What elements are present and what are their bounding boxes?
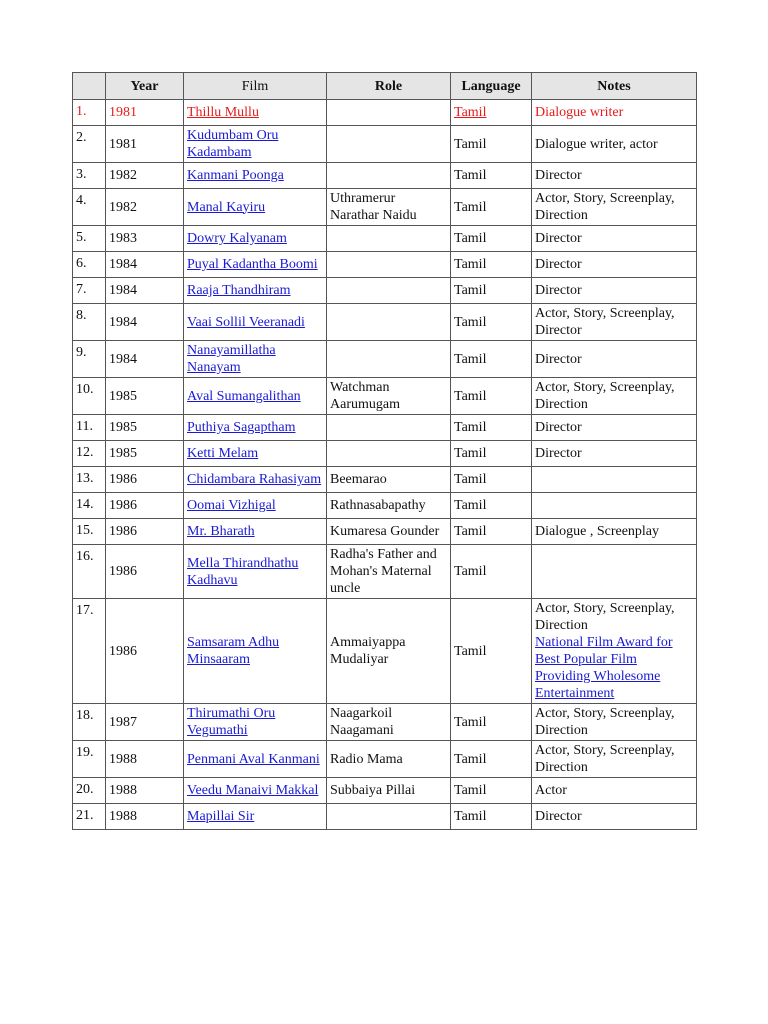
notes-text: Actor — [535, 783, 567, 798]
table-row — [73, 341, 697, 378]
row-film — [184, 126, 327, 163]
row-role: Uthramerur Narathar Naidu — [327, 189, 451, 226]
row-notes — [532, 519, 697, 545]
film-link[interactable]: Dowry Kalyanam — [187, 231, 287, 246]
row-number: 1. — [73, 100, 106, 126]
notes-award-link[interactable]: National Film Award for Best Popular Film Providing Wholesome Entertainment — [535, 635, 673, 701]
notes-text: Actor, Story, Screenplay, Direction — [535, 743, 675, 775]
row-notes — [532, 704, 697, 741]
row-number: 6. — [73, 252, 106, 278]
film-link[interactable]: Kanmani Poonga — [187, 168, 284, 183]
row-role — [327, 226, 451, 252]
row-language — [451, 100, 532, 126]
row-notes — [532, 126, 697, 163]
row-number: 7. — [73, 278, 106, 304]
header-notes: Notes — [532, 73, 697, 100]
row-film — [184, 704, 327, 741]
film-link[interactable]: Thillu Mullu — [187, 105, 259, 120]
row-notes — [532, 100, 697, 126]
row-language: Tamil — [451, 599, 532, 704]
row-film — [184, 378, 327, 415]
row-notes — [532, 441, 697, 467]
notes-text: Actor, Story, Screenplay, Director — [535, 306, 675, 338]
row-notes — [532, 341, 697, 378]
film-link[interactable]: Ketti Melam — [187, 446, 259, 461]
row-language: Tamil — [451, 704, 532, 741]
row-language: Tamil — [451, 441, 532, 467]
row-number: 9. — [73, 341, 106, 378]
row-film — [184, 599, 327, 704]
row-role — [327, 804, 451, 830]
row-language: Tamil — [451, 163, 532, 189]
row-language: Tamil — [451, 304, 532, 341]
row-number: 3. — [73, 163, 106, 189]
header-role: Role — [327, 73, 451, 100]
row-year: 1985 — [106, 415, 184, 441]
row-year: 1982 — [106, 163, 184, 189]
notes-text: Dialogue writer, actor — [535, 136, 658, 152]
row-year: 1986 — [106, 467, 184, 493]
row-film — [184, 519, 327, 545]
row-role: Kumaresa Gounder — [327, 519, 451, 545]
row-notes — [532, 378, 697, 415]
row-notes — [532, 304, 697, 341]
row-film — [184, 415, 327, 441]
table-row — [73, 467, 697, 493]
table-row — [73, 126, 697, 163]
row-role: Radio Mama — [327, 741, 451, 778]
table-row — [73, 519, 697, 545]
row-film — [184, 341, 327, 378]
row-film — [184, 493, 327, 519]
row-notes — [532, 493, 697, 519]
table-row — [73, 100, 697, 126]
row-year: 1982 — [106, 189, 184, 226]
film-link[interactable]: Penmani Aval Kanmani — [187, 751, 320, 767]
header-year: Year — [106, 73, 184, 100]
film-link[interactable]: Chidambara Rahasiyam — [187, 472, 322, 487]
row-year: 1984 — [106, 341, 184, 378]
notes-text: Actor, Story, Screenplay, Direction — [535, 706, 675, 738]
row-film — [184, 189, 327, 226]
table-row — [73, 252, 697, 278]
row-year: 1981 — [106, 100, 184, 126]
table-row — [73, 163, 697, 189]
row-notes — [532, 415, 697, 441]
film-link[interactable]: Mapillai Sir — [187, 809, 255, 824]
notes-text: Actor, Story, Screenplay, Direction — [535, 191, 675, 223]
row-year: 1986 — [106, 493, 184, 519]
notes-text: Dialogue writer — [535, 105, 624, 120]
notes-text: Actor, Story, Screenplay, Direction — [535, 380, 675, 412]
table-row — [73, 741, 697, 778]
row-language: Tamil — [451, 341, 532, 378]
row-year: 1986 — [106, 545, 184, 599]
row-year: 1986 — [106, 599, 184, 704]
row-language: Tamil — [451, 126, 532, 163]
row-number: 5. — [73, 226, 106, 252]
row-number: 2. — [73, 126, 106, 163]
row-language: Tamil — [451, 519, 532, 545]
row-year: 1987 — [106, 704, 184, 741]
row-year: 1984 — [106, 278, 184, 304]
row-language: Tamil — [451, 415, 532, 441]
row-number: 18. — [73, 704, 106, 741]
film-link[interactable]: Aval Sumangalithan — [187, 388, 301, 404]
filmography-table — [72, 72, 697, 830]
row-notes — [532, 545, 697, 599]
row-year: 1985 — [106, 441, 184, 467]
notes-text: Director — [535, 351, 582, 367]
notes-text: Director — [535, 446, 582, 461]
header-number — [73, 73, 106, 100]
row-notes — [532, 226, 697, 252]
table-row — [73, 304, 697, 341]
row-notes — [532, 189, 697, 226]
row-role: Beemarao — [327, 467, 451, 493]
row-language: Tamil — [451, 804, 532, 830]
row-year: 1988 — [106, 778, 184, 804]
row-film — [184, 467, 327, 493]
row-role — [327, 126, 451, 163]
film-link[interactable]: Oomai Vizhigal — [187, 498, 276, 513]
row-number: 15. — [73, 519, 106, 545]
notes-text: Director — [535, 283, 582, 298]
row-language: Tamil — [451, 226, 532, 252]
row-year: 1984 — [106, 304, 184, 341]
film-link[interactable]: Veedu Manaivi Makkal — [187, 783, 319, 798]
table-row — [73, 226, 697, 252]
row-role: Subbaiya Pillai — [327, 778, 451, 804]
row-language: Tamil — [451, 252, 532, 278]
row-year: 1983 — [106, 226, 184, 252]
row-role — [327, 341, 451, 378]
film-link[interactable]: Mella Thirandhathu Kadhavu — [187, 555, 299, 588]
row-role: Watchman Aarumugam — [327, 378, 451, 415]
row-role: Radha's Father and Mohan's Maternal uncle — [327, 545, 451, 599]
table-row — [73, 778, 697, 804]
row-year: 1985 — [106, 378, 184, 415]
row-number: 21. — [73, 804, 106, 830]
table-row — [73, 415, 697, 441]
row-number: 17. — [73, 599, 106, 704]
row-film — [184, 278, 327, 304]
film-link[interactable]: Puthiya Sagaptham — [187, 420, 296, 435]
row-role: Rathnasabapathy — [327, 493, 451, 519]
row-notes — [532, 778, 697, 804]
film-link[interactable]: Thirumathi Oru Vegumathi — [187, 706, 276, 738]
table-body — [73, 100, 697, 830]
row-role — [327, 441, 451, 467]
row-role — [327, 252, 451, 278]
table-row — [73, 493, 697, 519]
table-row — [73, 704, 697, 741]
film-link[interactable]: Raaja Thandhiram — [187, 283, 291, 298]
row-role — [327, 304, 451, 341]
row-year: 1986 — [106, 519, 184, 545]
row-language: Tamil — [451, 741, 532, 778]
row-film — [184, 545, 327, 599]
row-language: Tamil — [451, 545, 532, 599]
row-film — [184, 804, 327, 830]
notes-text: Director — [535, 168, 582, 183]
row-notes — [532, 278, 697, 304]
language-link[interactable]: Tamil — [454, 105, 487, 120]
table-header-row — [73, 73, 697, 100]
row-role — [327, 278, 451, 304]
table-row — [73, 804, 697, 830]
row-film — [184, 100, 327, 126]
film-link[interactable]: Samsaram Adhu Minsaaram — [187, 635, 280, 667]
row-number: 8. — [73, 304, 106, 341]
row-number: 13. — [73, 467, 106, 493]
notes-text: Actor, Story, Screenplay, Direction — [535, 601, 675, 633]
row-number: 10. — [73, 378, 106, 415]
row-role — [327, 100, 451, 126]
table-row — [73, 441, 697, 467]
header-film: Film — [184, 73, 327, 100]
row-number: 19. — [73, 741, 106, 778]
film-link[interactable]: Nanayamillatha Nanayam — [187, 343, 276, 375]
film-link[interactable]: Puyal Kadantha Boomi — [187, 257, 318, 272]
table-row — [73, 378, 697, 415]
row-notes — [532, 163, 697, 189]
row-film — [184, 441, 327, 467]
row-number: 12. — [73, 441, 106, 467]
row-language: Tamil — [451, 278, 532, 304]
row-language: Tamil — [451, 493, 532, 519]
row-film — [184, 252, 327, 278]
row-film — [184, 163, 327, 189]
row-number: 14. — [73, 493, 106, 519]
row-notes — [532, 741, 697, 778]
notes-text: Director — [535, 420, 582, 435]
table-row — [73, 278, 697, 304]
film-link[interactable]: Mr. Bharath — [187, 524, 255, 539]
row-notes — [532, 804, 697, 830]
table-row — [73, 545, 697, 599]
row-year: 1981 — [106, 126, 184, 163]
table-row — [73, 599, 697, 704]
row-film — [184, 226, 327, 252]
notes-text: Director — [535, 809, 582, 824]
row-language: Tamil — [451, 189, 532, 226]
row-role — [327, 415, 451, 441]
row-role: Naagarkoil Naagamani — [327, 704, 451, 741]
notes-text: Director — [535, 231, 582, 246]
film-link[interactable]: Kudumbam Oru Kadambam — [187, 128, 279, 160]
row-film — [184, 741, 327, 778]
row-year: 1984 — [106, 252, 184, 278]
row-film — [184, 304, 327, 341]
row-language: Tamil — [451, 778, 532, 804]
row-role: Ammaiyappa Mudaliyar — [327, 599, 451, 704]
notes-text: Dialogue , Screenplay — [535, 524, 660, 539]
row-notes — [532, 252, 697, 278]
table-row — [73, 189, 697, 226]
film-link[interactable]: Manal Kayiru — [187, 199, 266, 215]
row-language: Tamil — [451, 378, 532, 415]
row-role — [327, 163, 451, 189]
row-year: 1988 — [106, 741, 184, 778]
row-number: 4. — [73, 189, 106, 226]
row-number: 20. — [73, 778, 106, 804]
row-notes — [532, 599, 697, 704]
row-number: 11. — [73, 415, 106, 441]
row-film — [184, 778, 327, 804]
row-number: 16. — [73, 545, 106, 599]
notes-text: Director — [535, 257, 582, 272]
row-notes — [532, 467, 697, 493]
row-year: 1988 — [106, 804, 184, 830]
header-language: Language — [451, 73, 532, 100]
film-link[interactable]: Vaai Sollil Veeranadi — [187, 314, 305, 330]
row-language: Tamil — [451, 467, 532, 493]
